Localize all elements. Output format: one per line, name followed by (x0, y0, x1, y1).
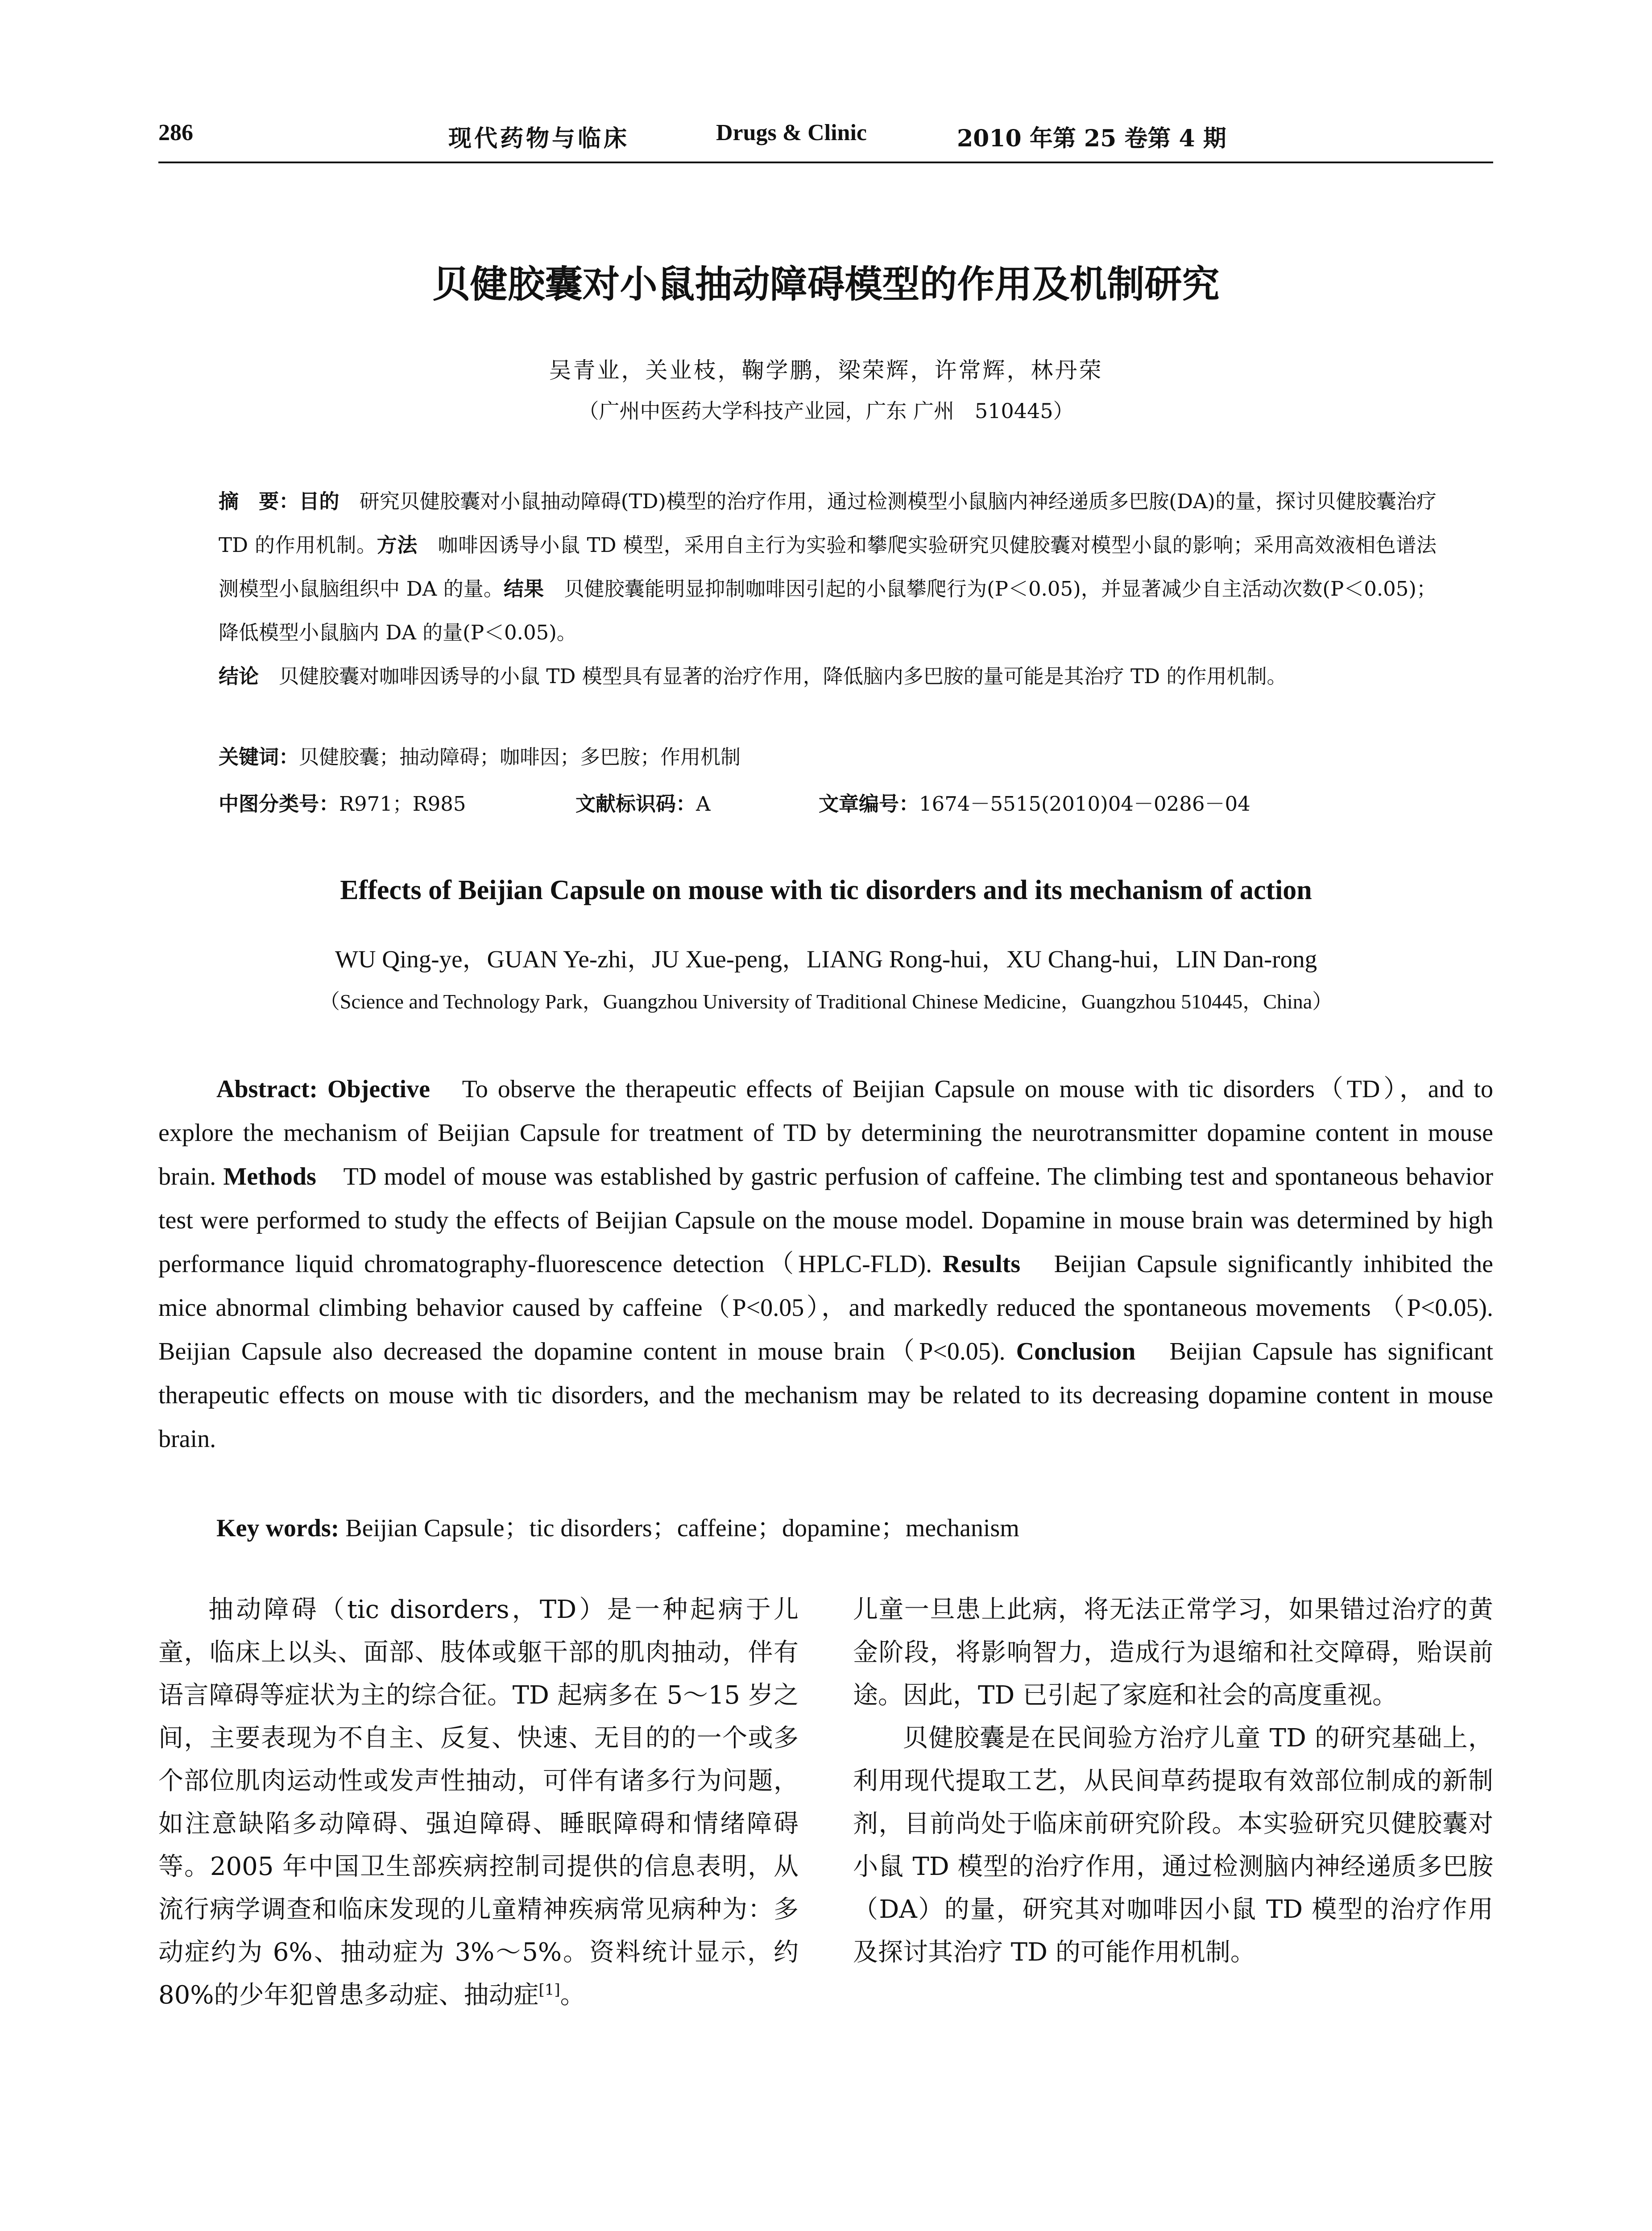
keywords-cn (219, 741, 1437, 770)
abstract-cn-label: 摘 要： (219, 489, 299, 513)
conclusion-cn: 贝健胶囊对咖啡因诱导的小鼠 TD 模型具有显著的治疗作用，降低脑内多巴胺的量可能是其治疗 TD 的作用机制。 (279, 664, 1287, 688)
journal-name-en: Drugs & Clinic (716, 120, 867, 145)
methods-en: TD model of mouse was established by gastric perfusion of caffeine. The climbing test and spontaneous behavior test were performed to study the effects of Beijian Capsule on the mouse model. Dopamine in mouse brain was determined by high performance liquid chromatography-fluorescence detection（HPLC-FLD). (158, 1163, 1494, 1278)
document-code (576, 788, 711, 817)
body-paragraph: 儿童一旦患上此病，将无法正常学习，如果错过治疗的黄金阶段，将影响智力，造成行为退缩和社交障碍，贻误前途。因此，TD 已引起了家庭和社会的高度重视。 (853, 1595, 1493, 1710)
keywords-cn-text: 贝健胶囊；抽动障碍；咖啡因；多巴胺；作用机制 (299, 745, 741, 769)
clc-label: 中图分类号： (219, 792, 340, 816)
objective-cn: 研究贝健胶囊对小鼠抽动障碍(TD)模型的治疗作用，通过检测模型小鼠脑内神经递质多巴胺(DA)的量，探讨贝健胶囊治疗 TD 的作用机制。 (219, 489, 1437, 557)
abstract-en-label: Abstract: Objective (216, 1075, 430, 1103)
keywords-cn-label: 关键词： (219, 745, 299, 769)
article-title-cn: 贝健胶囊对小鼠抽动障碍模型的作用及机制研究 (432, 262, 1220, 306)
keywords-en-text: Beijian Capsule；tic disorders；caffeine；dopamine；mechanism (345, 1514, 1019, 1542)
article-number (819, 788, 1250, 817)
keywords-en-label: Key words: (216, 1514, 340, 1542)
doc-label: 文献标识码： (576, 792, 696, 816)
article-value: 1674－5515(2010)04－0286－04 (919, 792, 1250, 816)
body-column-left (158, 1588, 799, 2017)
running-header (158, 120, 1493, 160)
clc-value: R971；R985 (339, 792, 466, 816)
keywords-en (216, 1508, 1492, 1544)
body-column-right (853, 1588, 1493, 1974)
methods-cn-label: 方法 (377, 533, 418, 557)
abstract-cn (219, 480, 1437, 698)
objective-en: To observe the therapeutic effects of Beijian Capsule on mouse with tic disorders（TD），and to explore the mechanism of Beijian Capsule for treatment of TD by determining the neurotransmitter dopamine content in mouse brain. (158, 1075, 1494, 1190)
authors-en: WU Qing-ye，GUAN Ye-zhi，JU Xue-peng，LIANG Rong-hui，XU Chang-hui，LIN Dan-rong (335, 945, 1317, 973)
journal-name-cn: 现代药物与临床 (448, 125, 630, 152)
clc-number (219, 788, 466, 817)
affiliation-en: （Science and Technology Park，Guangzhou University of Traditional Chinese Medicine，Guangzhou 510445，China） (319, 990, 1333, 1013)
header-rule (158, 162, 1493, 163)
issue-info: 2010 年第 25 卷第 4 期 (957, 125, 1226, 152)
col1-text: 抽动障碍（tic disorders，TD）是一种起病于儿童，临床上以头、面部、肢体或躯干部的肌肉抽动，伴有语言障碍等症状为主的综合征。TD 起病多在 5～15 岁之间，主要表现为不自主、反复、快速、无目的的一个或多个部位肌肉运动性或发声性抽动，可伴有诸多行为问题，如注意缺陷多动障碍、强迫障碍、睡眠障碍和情绪障碍等。2005 年中国卫生部疾病控制司提供的信息表明，从流行病学调查和临床发现的儿童精神疾病常见病种为：多动症约为 6%、抽动症为 3%～5%。资料统计显示，约 80%的少年犯曾患多动症、抽动症 (158, 1595, 799, 2010)
body-paragraph (158, 1588, 799, 2017)
article-label: 文章编号： (819, 792, 919, 816)
col1-end: 。 (560, 1981, 585, 2010)
authors-cn: 吴青业，关业枝，鞠学鹏，梁荣辉，许常辉，林丹荣 (549, 357, 1103, 383)
results-cn: 贝健胶囊能明显抑制咖啡因引起的小鼠攀爬行为(P＜0.05)，并显著减少自主活动次数(P＜0.05)；降低模型小鼠脑内 DA 的量(P＜0.05)。 (219, 577, 1437, 644)
citation-ref: [1] (538, 1981, 560, 1999)
methods-en-label: Methods (223, 1163, 316, 1190)
conclusion-en: Beijian Capsule has significant therapeutic effects on mouse with tic disorders, and the mechanism may be related to its decreasing dopamine content in mouse brain. (158, 1338, 1494, 1453)
affiliation-cn: （广州中医药大学科技产业园，广东 广州 510445） (578, 399, 1074, 423)
doc-value: A (696, 792, 711, 816)
body-paragraph: 贝健胶囊是在民间验方治疗儿童 TD 的研究基础上，利用现代提取工艺，从民间草药提取有效部位制成的新制剂，目前尚处于临床前研究阶段。本实验研究贝健胶囊对小鼠 TD 模型的治疗作用，通过检测脑内神经递质多巴胺（DA）的量，研究其对咖啡因小鼠 TD 模型的治疗作用及探讨其治疗 TD 的可能作用机制。 (853, 1724, 1493, 1967)
objective-cn-label: 目的 (299, 489, 340, 513)
methods-cn: 咖啡因诱导小鼠 TD 模型，采用自主行为实验和攀爬实验研究贝健胶囊对模型小鼠的影响；采用高效液相色谱法测模型小鼠脑组织中 DA 的量。 (219, 533, 1437, 601)
results-cn-label: 结果 (504, 577, 544, 601)
results-en-label: Results (942, 1250, 1021, 1278)
article-title-en: Effects of Beijian Capsule on mouse with tic disorders and its mechanism of action (340, 875, 1312, 905)
classification-line (219, 788, 1437, 819)
page-number: 286 (158, 120, 193, 145)
results-en: Beijian Capsule significantly inhibited the mice abnormal climbing behavior caused by caffeine（P<0.05），and markedly reduced the spontaneous movements （P<0.05). Beijian Capsule also decreased the dopamine content in mouse brain（P<0.05). (158, 1250, 1494, 1365)
conclusion-cn-label: 结论 (219, 664, 259, 688)
abstract-en (158, 1067, 1493, 1461)
conclusion-en-label: Conclusion (1016, 1338, 1136, 1365)
